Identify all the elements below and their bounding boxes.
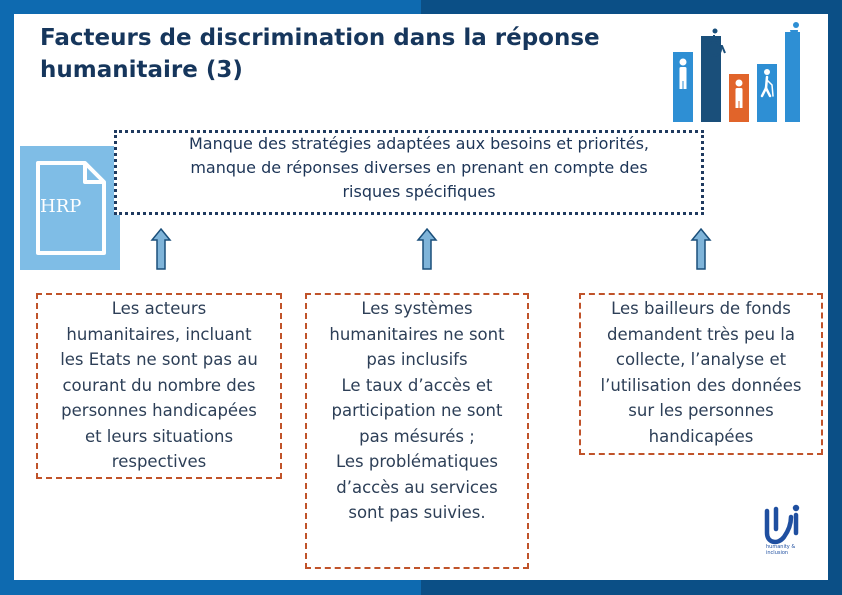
frame-bottom-right bbox=[421, 580, 842, 595]
box-line: et leurs situations bbox=[84, 426, 234, 446]
up-arrow-center bbox=[416, 227, 438, 271]
frame-top-right bbox=[421, 0, 842, 14]
slide-title bbox=[40, 22, 640, 86]
box-line: collecte, l’analyse et bbox=[615, 350, 787, 369]
box-line: personnes handicapées bbox=[61, 401, 257, 420]
box-line: Les bailleurs de fonds bbox=[611, 299, 791, 318]
top-statement-line-1: Manque des stratégies adaptées aux besoins et priorités, bbox=[188, 134, 650, 153]
box-donors-text bbox=[580, 296, 822, 449]
box-line: sont pas suivies. bbox=[348, 503, 486, 522]
up-arrow-right bbox=[690, 227, 712, 271]
box-line: d’accès au services bbox=[336, 477, 498, 497]
box-line: les Etats ne sont pas au bbox=[60, 350, 258, 369]
up-arrow-left bbox=[150, 227, 172, 271]
box-line: respectives bbox=[111, 452, 207, 471]
box-actors-text bbox=[38, 296, 280, 475]
box-line: pas mésurés ; bbox=[359, 426, 475, 446]
box-line: courant du nombre des bbox=[62, 375, 256, 395]
box-line: demandent très peu la bbox=[607, 324, 795, 344]
top-statement-line-2: manque de réponses diverses en prenant en compte des bbox=[190, 158, 648, 177]
logo-text: humanity & inclusion bbox=[766, 544, 796, 556]
frame-right bbox=[828, 0, 842, 595]
box-line: l’utilisation des données bbox=[600, 375, 802, 395]
box-line: sur les personnes bbox=[628, 401, 774, 420]
hrp-label: HRP bbox=[40, 196, 82, 217]
disability-bars-graphic bbox=[670, 22, 800, 122]
box-line: humanitaires, incluant bbox=[66, 324, 252, 344]
title-line-2: humanitaire (3) bbox=[40, 57, 243, 83]
top-statement-line-3: risques spécifiques bbox=[342, 182, 496, 201]
box-line: pas inclusifs bbox=[366, 350, 468, 369]
slide bbox=[14, 14, 828, 580]
bars-svg bbox=[670, 22, 800, 122]
top-statement bbox=[144, 132, 694, 204]
box-line: handicapées bbox=[648, 426, 754, 446]
box-line: Les acteurs bbox=[111, 299, 207, 318]
box-line: Les problématiques bbox=[335, 452, 498, 471]
box-line: Les systèmes bbox=[361, 299, 473, 318]
box-systems-text bbox=[307, 296, 527, 526]
title-line-1: Facteurs de discrimination dans la réponse bbox=[40, 25, 600, 51]
bar-2 bbox=[701, 36, 721, 122]
box-line: participation ne sont bbox=[331, 401, 503, 420]
hrp-document-block bbox=[20, 146, 120, 270]
box-line: humanitaires ne sont bbox=[329, 324, 505, 344]
box-line: Le taux d’accès et bbox=[341, 375, 493, 395]
